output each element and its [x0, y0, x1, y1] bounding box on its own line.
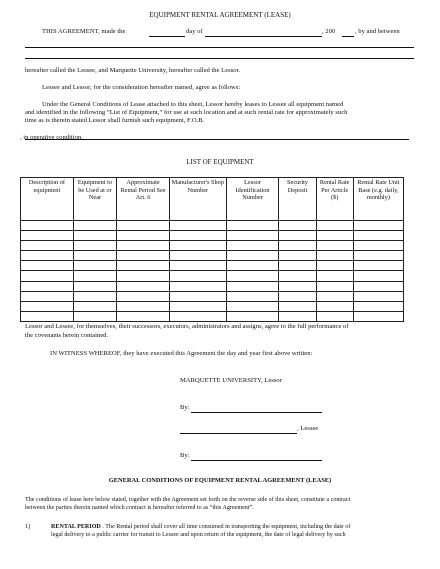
table-cell[interactable] — [169, 301, 226, 311]
table-cell[interactable] — [316, 281, 353, 291]
table-cell[interactable] — [353, 291, 403, 301]
table-cell[interactable] — [353, 231, 403, 241]
gc-intro-line: The conditions of lease here below stated, together with the Agreement set forth on the reverse side of this sheet, constitute a contract — [25, 497, 351, 503]
table-cell[interactable] — [226, 251, 279, 261]
column-header: Description of equipment — [21, 178, 74, 221]
list-title: LIST OF EQUIPMENT — [186, 158, 254, 166]
table-row — [21, 261, 404, 271]
table-cell[interactable] — [117, 231, 170, 241]
table-cell[interactable] — [226, 231, 279, 241]
general-conditions-title: GENERAL CONDITIONS OF EQUIPMENT RENTAL AGREEMENT (LEASE) — [108, 477, 332, 484]
table-cell[interactable] — [21, 241, 74, 251]
table-cell[interactable] — [21, 301, 74, 311]
table-cell[interactable] — [73, 241, 116, 251]
table-row — [21, 251, 404, 261]
table-cell[interactable] — [226, 271, 279, 281]
table-cell[interactable] — [279, 261, 316, 271]
table-row — [21, 271, 404, 281]
table-row — [21, 301, 404, 311]
table-cell[interactable] — [21, 271, 74, 281]
table-cell[interactable] — [226, 241, 279, 251]
table-cell[interactable] — [73, 311, 116, 321]
table-cell[interactable] — [117, 291, 170, 301]
column-header: Rental Rate Unit Base (e.g. daily, monthly) — [353, 178, 403, 221]
column-header: Security Deposit — [279, 178, 316, 221]
lessee-name-blank[interactable] — [180, 433, 297, 434]
table-cell[interactable] — [279, 251, 316, 261]
table-cell[interactable] — [21, 261, 74, 271]
table-cell[interactable] — [316, 231, 353, 241]
table-cell[interactable] — [226, 281, 279, 291]
year-prefix: , 200 — [322, 28, 336, 35]
by-label: By: — [180, 452, 190, 459]
table-cell[interactable] — [73, 251, 116, 261]
table-row — [21, 281, 404, 291]
table-cell[interactable] — [169, 291, 226, 301]
party-blank-1[interactable] — [25, 47, 414, 48]
table-cell[interactable] — [73, 271, 116, 281]
table-cell[interactable] — [21, 231, 74, 241]
table-cell[interactable] — [353, 261, 403, 271]
table-row — [21, 231, 404, 241]
table-cell[interactable] — [169, 221, 226, 231]
table-cell[interactable] — [169, 241, 226, 251]
table-cell[interactable] — [279, 231, 316, 241]
lessor-signature-blank[interactable] — [191, 412, 322, 413]
table-cell[interactable] — [316, 291, 353, 301]
table-cell[interactable] — [73, 221, 116, 231]
successors-line: Lessor and Lessee, for themselves, their successors, executors, administrators and assigns, agree to the full performance of — [25, 323, 349, 330]
witness-line: IN WITNESS WHEREOF, they have executed this Agreement the day and year first above written: — [50, 350, 313, 357]
column-header: Rental Rate Per Article ($) — [316, 178, 353, 221]
table-cell[interactable] — [316, 241, 353, 251]
lessee-paragraph: hereafter called the Lessee, and Marquette University, hereafter called the Lessor. — [25, 67, 241, 74]
operative-condition: , in operative condition. — [20, 134, 83, 141]
column-header: Approximate Rental Period See Art. 6 — [117, 178, 170, 221]
table-cell[interactable] — [169, 261, 226, 271]
lessor-name: MARQUETTE UNIVERSITY, Lessor — [180, 377, 282, 384]
table-cell[interactable] — [226, 311, 279, 321]
table-cell[interactable] — [226, 221, 279, 231]
equipment-rows — [21, 221, 404, 322]
table-cell[interactable] — [353, 221, 403, 231]
month-blank[interactable] — [205, 36, 322, 37]
table-cell[interactable] — [316, 261, 353, 271]
table-cell[interactable] — [169, 271, 226, 281]
agree-paragraph: Lessee and Lessor, for the consideration hereafter named, agree as follows: — [42, 84, 241, 91]
lessee-signature-blank[interactable] — [191, 460, 322, 461]
conditions-line: time as is therein stated Lessor shall furnish such equipment, F.O.B. — [25, 117, 205, 124]
table-cell[interactable] — [21, 221, 74, 231]
table-cell[interactable] — [21, 281, 74, 291]
table-cell[interactable] — [353, 301, 403, 311]
day-of-label: day of — [186, 28, 203, 35]
day-blank[interactable] — [149, 36, 185, 37]
lessee-suffix: , Lessee — [297, 425, 319, 432]
gc-intro-line: between the parties therein named which contract is hereafter referred to as “this Agreement”. — [25, 505, 254, 511]
table-cell[interactable] — [21, 251, 74, 261]
successors-line: the covenants herein contained. — [25, 332, 109, 339]
table-cell[interactable] — [279, 281, 316, 291]
table-cell[interactable] — [279, 291, 316, 301]
conditions-line: Under the General Conditions of Lease attached to this sheet, Lessor hereby leases to Lessee all equipment named — [42, 101, 344, 108]
table-cell[interactable] — [117, 221, 170, 231]
table-cell[interactable] — [353, 281, 403, 291]
year-blank[interactable] — [342, 36, 354, 37]
table-cell[interactable] — [279, 271, 316, 281]
table-cell[interactable] — [279, 241, 316, 251]
table-cell[interactable] — [169, 231, 226, 241]
table-cell[interactable] — [73, 261, 116, 271]
column-header: Lessor Identification Number — [226, 178, 279, 221]
table-cell[interactable] — [279, 221, 316, 231]
table-cell[interactable] — [73, 291, 116, 301]
table-row — [21, 311, 404, 321]
agreement-suffix: , by and between — [355, 28, 400, 35]
agreement-prefix: THIS AGREEMENT, made the — [42, 28, 126, 35]
table-cell[interactable] — [316, 221, 353, 231]
table-cell[interactable] — [117, 261, 170, 271]
table-cell[interactable] — [279, 311, 316, 321]
table-cell[interactable] — [316, 301, 353, 311]
table-cell[interactable] — [21, 291, 74, 301]
table-cell[interactable] — [73, 281, 116, 291]
table-cell[interactable] — [117, 301, 170, 311]
table-cell[interactable] — [353, 271, 403, 281]
table-cell[interactable] — [353, 241, 403, 251]
table-cell[interactable] — [117, 281, 170, 291]
item-heading: RENTAL PERIOD — [51, 524, 101, 530]
by-label: By: — [180, 404, 190, 411]
table-cell[interactable] — [21, 311, 74, 321]
item-text: . The Rental period shall cover all time consumed in transporting the equipment, including the date of — [100, 524, 351, 530]
table-cell[interactable] — [226, 301, 279, 311]
item-line — [51, 523, 350, 531]
table-cell[interactable] — [316, 251, 353, 261]
table-cell[interactable] — [316, 311, 353, 321]
document-title: EQUIPMENT RENTAL AGREEMENT (LEASE) — [149, 11, 291, 19]
table-cell[interactable] — [353, 251, 403, 261]
party-blank-2[interactable] — [25, 58, 414, 59]
table-cell[interactable] — [117, 311, 170, 321]
table-cell[interactable] — [316, 271, 353, 281]
table-cell[interactable] — [73, 231, 116, 241]
table-cell[interactable] — [117, 271, 170, 281]
table-cell[interactable] — [279, 301, 316, 311]
table-row — [21, 291, 404, 301]
table-row — [21, 221, 404, 231]
column-header: Manufacturer's Shop Number — [169, 178, 226, 221]
table-cell[interactable] — [73, 301, 116, 311]
table-cell[interactable] — [226, 291, 279, 301]
table-cell[interactable] — [169, 281, 226, 291]
item-text: legal delivery to a public carrier for transit to Lessee and upon return of the equipment, the date of legal delivery by such — [51, 532, 346, 538]
table-header-row — [21, 178, 404, 221]
equipment-table — [20, 177, 404, 322]
table-row — [21, 241, 404, 251]
item-number: 1) — [25, 523, 31, 530]
column-header: Equipment to be Used at or Near — [73, 178, 116, 221]
table-cell[interactable] — [169, 311, 226, 321]
table-cell[interactable] — [117, 241, 170, 251]
conditions-line: and identified in the following “List of Equipment,” for use at such location and at such rental rate for approximately such — [25, 109, 348, 116]
table-cell[interactable] — [226, 261, 279, 271]
table-cell[interactable] — [117, 251, 170, 261]
table-cell[interactable] — [169, 251, 226, 261]
table-cell[interactable] — [353, 311, 403, 321]
